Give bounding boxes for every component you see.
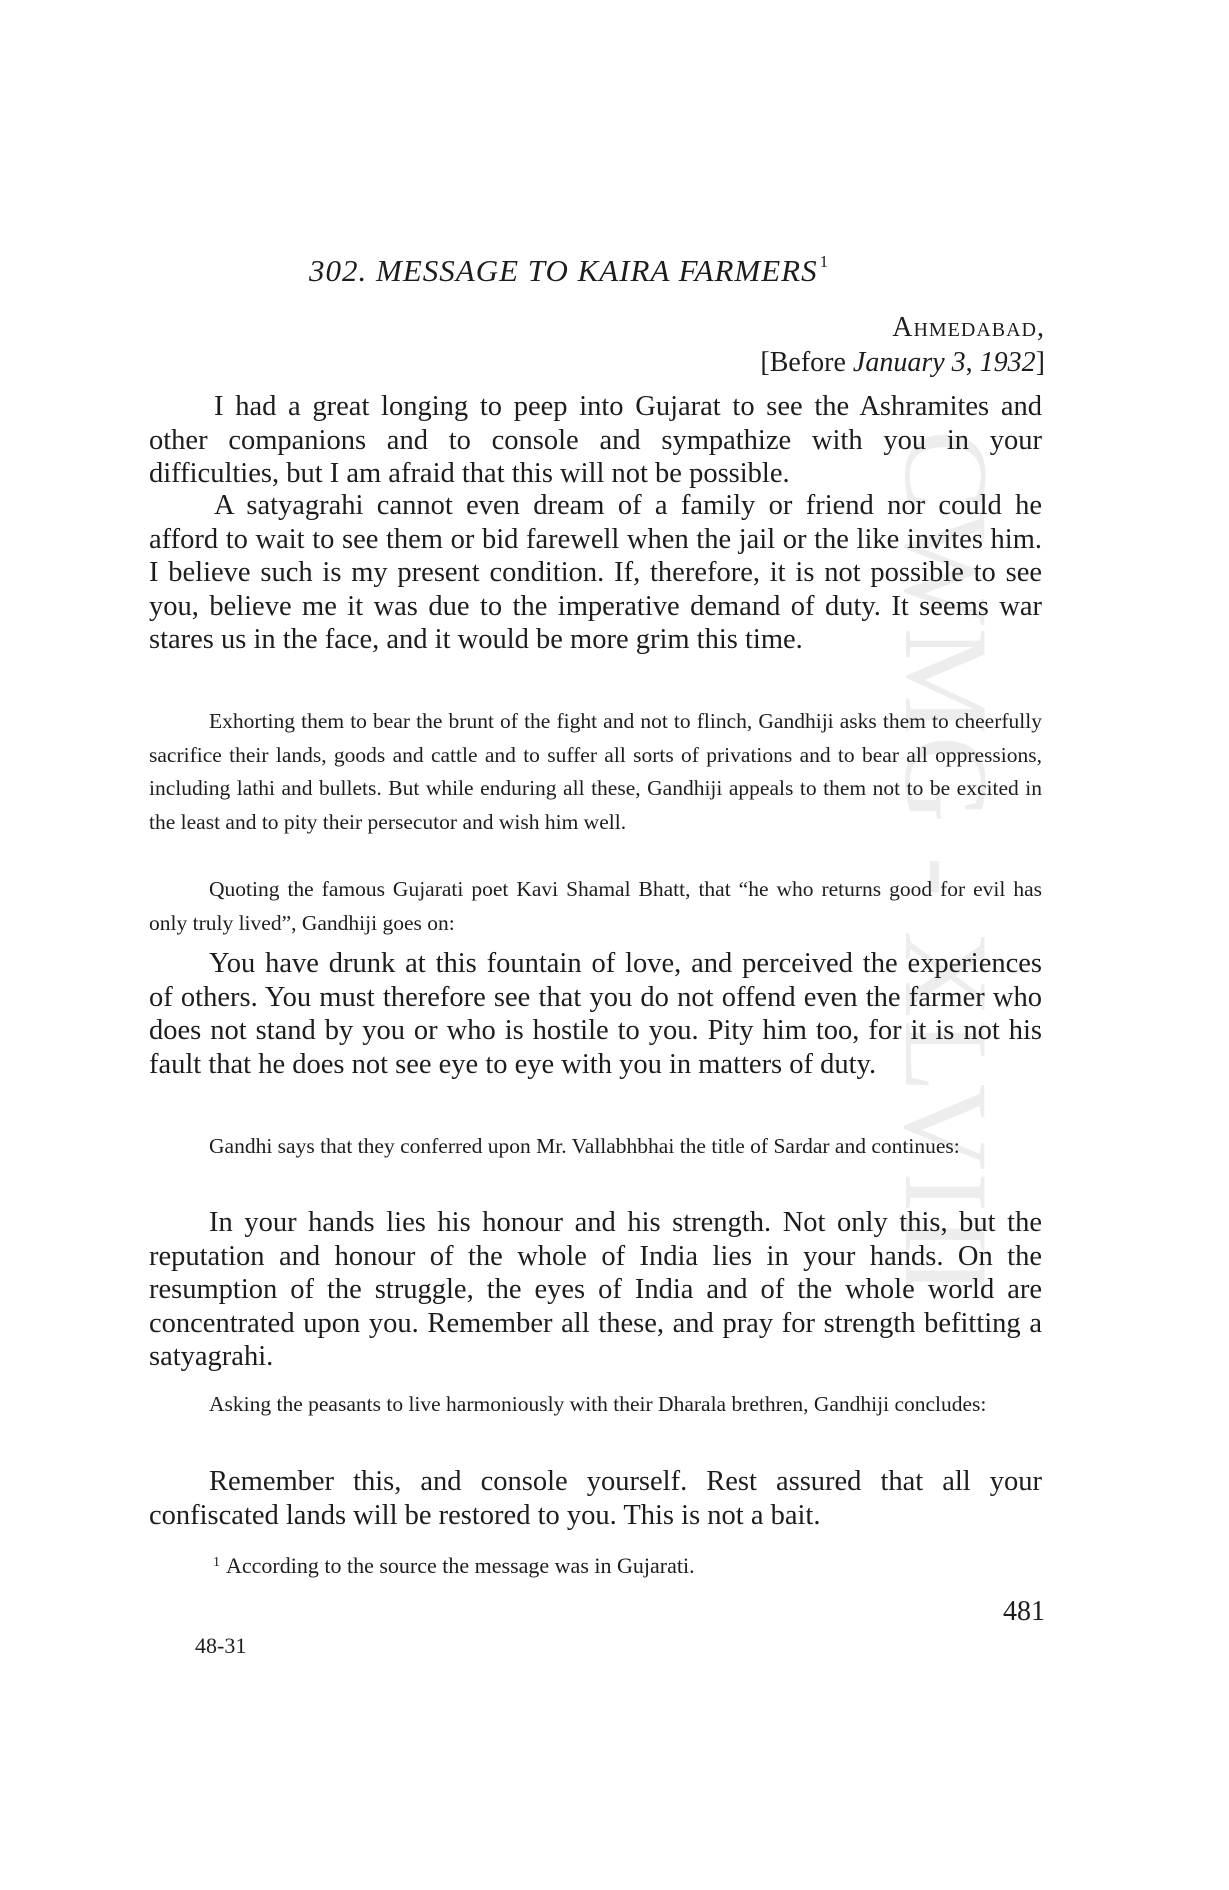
footnote-marker: 1 <box>213 1555 220 1570</box>
section-number: 302. <box>309 253 368 288</box>
dateline-place: Ahmedabad, <box>892 312 1045 343</box>
page-title <box>309 252 829 289</box>
summary-paragraph: Exhorting them to bear the brunt of the fight and not to flinch, Gandhiji asks them to cheerfully sacrifice their lands, goods and cattle and to suffer all sorts of privations and to bear all oppressions, including lathi and bullets. But while enduring all these, Gandhiji appeals to them not to be excited in the least and to pity their persecutor and wish him well. <box>149 709 1042 834</box>
date-month-day: January 3 <box>852 347 966 378</box>
footnote-reference[interactable]: 1 <box>819 252 830 271</box>
summary-paragraph: Asking the peasants to live harmoniously with their Dharala brethren, Gandhiji concludes: <box>209 1392 987 1416</box>
section-title: MESSAGE TO KAIRA FARMERS <box>376 253 818 288</box>
body-paragraph: A satyagrahi cannot even dream of a family or friend nor could he afford to wait to see them or bid farewell when the jail or the like invites him. I believe such is my present condition. If, therefore, it is not possible to see you, believe me it was due to the imperative demand of duty. It seems war stares us in the face, and it would be more grim this time. <box>149 490 1042 656</box>
dateline-date <box>760 347 1045 379</box>
footnote-text: According to the source the message was in Gujarati. <box>226 1553 695 1578</box>
summary-paragraph: Quoting the famous Gujarati poet Kavi Shamal Bhatt, that “he who returns good for evil has only truly lived”, Gandhiji goes on: <box>149 877 1042 935</box>
quoted-paragraph: You have drunk at this fountain of love, and perceived the experiences of others. You must therefore see that you do not offend even the farmer who does not stand by you or who is hostile to you. Pity him too, for it is not his fault that he does not see eye to eye with you in matters of duty. <box>149 948 1042 1080</box>
quoted-paragraph: In your hands lies his honour and his strength. Not only this, but the reputation and honour of the whole of India lies in your hands. On the resumption of the struggle, the eyes of India and of the whole world are concentrated upon you. Remember all these, and pray for strength befitting a satyagrahi. <box>149 1207 1042 1373</box>
date-separator: , <box>965 347 980 378</box>
quoted-paragraph: Remember this, and console yourself. Rest assured that all your confiscated lands will be restored to you. This is not a bait. <box>149 1466 1042 1531</box>
date-suffix: ] <box>1035 347 1045 378</box>
date-prefix: [Before <box>760 347 853 378</box>
watermark: CWMG - XLVIII <box>880 430 1013 1299</box>
summary-paragraph: Gandhi says that they conferred upon Mr. Vallabhbhai the title of Sardar and continues: <box>209 1134 960 1158</box>
body-paragraph: I had a great longing to peep into Gujarat to see the Ashramites and other companions and to console and sympathize with you in your difficulties, but I am afraid that this will not be possible. <box>149 391 1042 490</box>
page-number: 481 <box>1003 1596 1045 1627</box>
signature-code: 48-31 <box>195 1633 247 1658</box>
date-year: 1932 <box>979 347 1036 378</box>
footnote <box>213 1553 695 1579</box>
